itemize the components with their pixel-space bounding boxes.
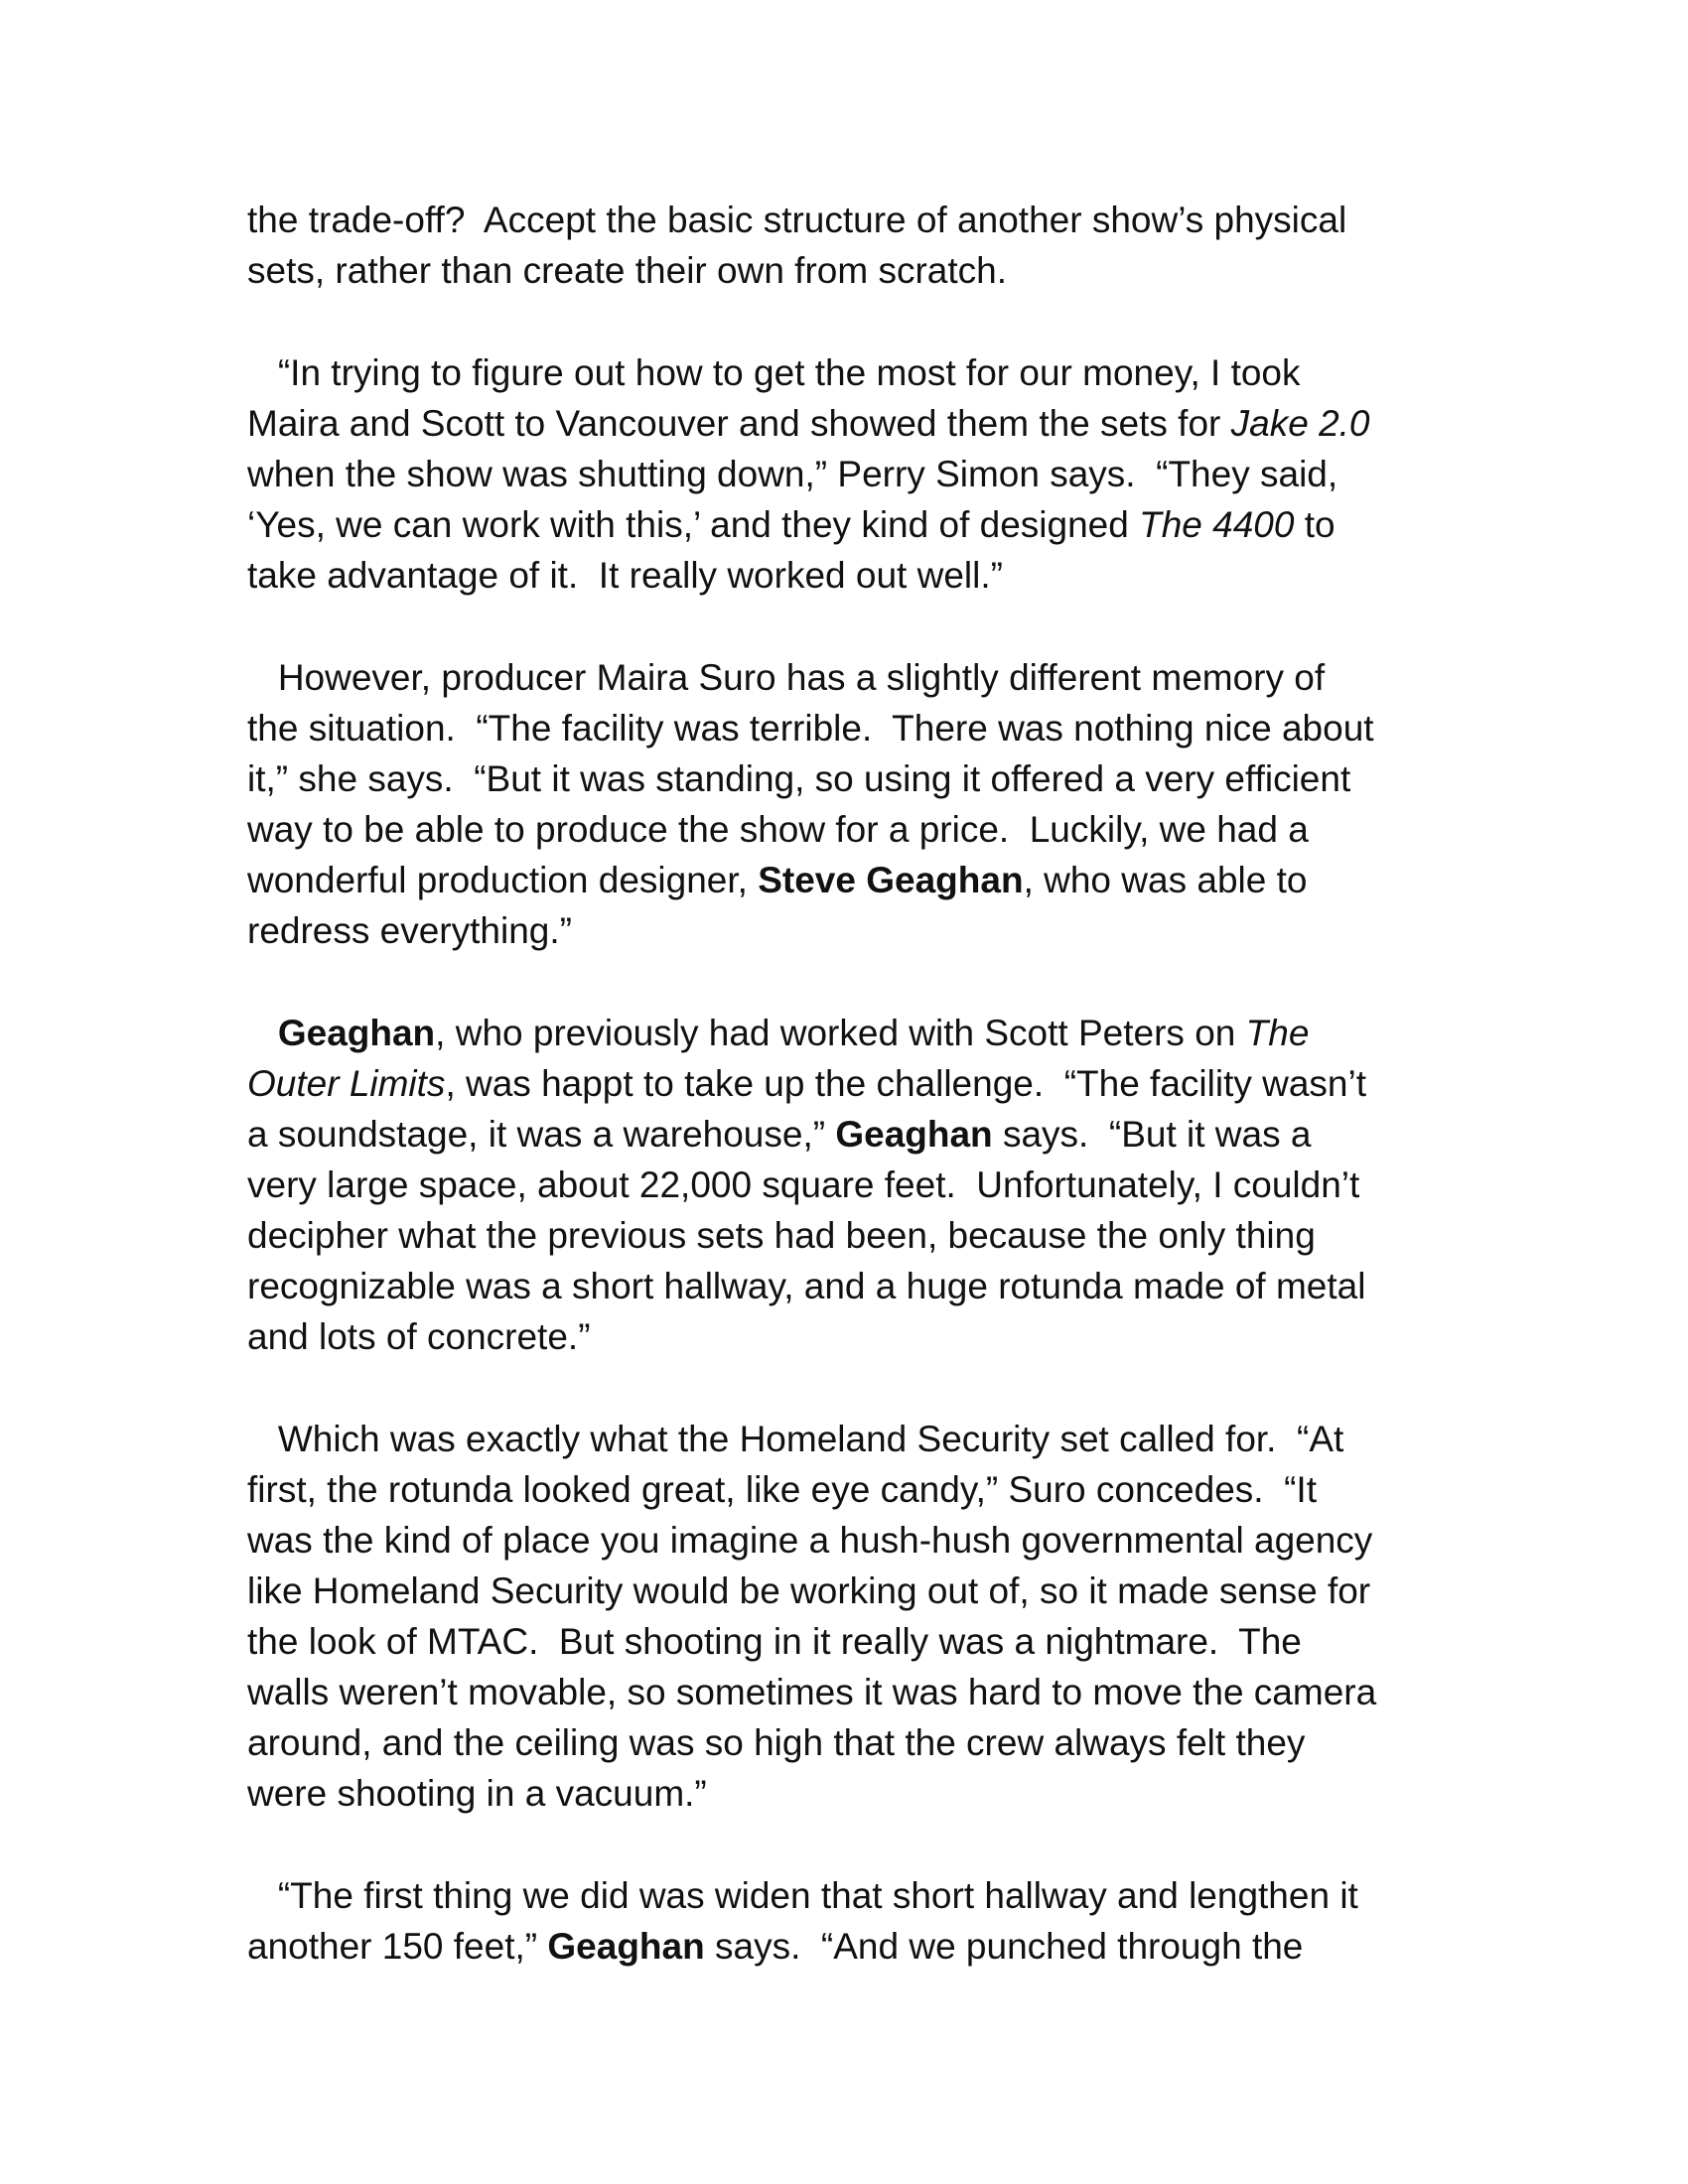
text-segment: “The first thing we did was widen that short hallway and lengthen it <box>247 1875 1358 1916</box>
text-segment: when the show was shutting down,” Perry Simon says. “They said, <box>247 454 1338 494</box>
paragraph <box>247 195 1439 296</box>
text-line <box>247 1717 1439 1768</box>
text-segment: like Homeland Security would be working out of, so it made sense for <box>247 1570 1371 1611</box>
text-line <box>247 1008 1439 1058</box>
text-segment: says. “And we punched through the <box>704 1926 1304 1967</box>
bold-text: Geaghan <box>835 1114 993 1155</box>
text-line <box>247 1311 1439 1362</box>
text-segment <box>247 1013 278 1053</box>
text-segment: the situation. “The facility was terrible. There was nothing nice about <box>247 708 1374 749</box>
text-segment: was the kind of place you imagine a hush-hush governmental agency <box>247 1520 1373 1561</box>
text-segment: decipher what the previous sets had been, because the only thing <box>247 1215 1316 1256</box>
text-segment: , who was able to <box>1023 860 1308 900</box>
text-line <box>247 855 1439 905</box>
text-segment: it,” she says. “But it was standing, so using it offered a very efficient <box>247 758 1351 799</box>
text-line <box>247 804 1439 855</box>
document-body <box>247 195 1439 1972</box>
text-segment: ‘Yes, we can work with this,’ and they kind of designed <box>247 504 1140 545</box>
text-segment: way to be able to produce the show for a price. Luckily, we had a <box>247 809 1309 850</box>
text-line <box>247 1414 1439 1464</box>
text-line <box>247 398 1439 449</box>
text-segment: However, producer Maira Suro has a slightly different memory of <box>247 657 1326 698</box>
text-line <box>247 245 1439 296</box>
bold-text: Steve Geaghan <box>758 860 1024 900</box>
text-line <box>247 1261 1439 1311</box>
text-segment: recognizable was a short hallway, and a huge rotunda made of metal <box>247 1266 1366 1306</box>
text-segment: walls weren’t movable, so sometimes it was hard to move the camera <box>247 1672 1377 1712</box>
paragraph <box>247 347 1439 601</box>
text-line <box>247 499 1439 550</box>
text-line <box>247 449 1439 499</box>
text-line <box>247 1768 1439 1819</box>
text-segment: a soundstage, it was a warehouse,” <box>247 1114 836 1155</box>
text-line <box>247 1921 1439 1972</box>
text-line <box>247 703 1439 753</box>
text-segment: first, the rotunda looked great, like eye candy,” Suro concedes. “It <box>247 1469 1317 1510</box>
text-segment: wonderful production designer, <box>247 860 759 900</box>
text-segment: , was happt to take up the challenge. “The facility wasn’t <box>445 1063 1367 1104</box>
text-line <box>247 550 1439 601</box>
text-line <box>247 1515 1439 1566</box>
text-segment: around, and the ceiling was so high that the crew always felt they <box>247 1722 1306 1763</box>
paragraph-gap <box>247 1362 1439 1414</box>
paragraph <box>247 1414 1439 1819</box>
paragraph-gap <box>247 601 1439 652</box>
text-line <box>247 1870 1439 1921</box>
text-segment: take advantage of it. It really worked out well.” <box>247 555 1003 596</box>
text-segment: says. “But it was a <box>992 1114 1312 1155</box>
text-segment: the look of MTAC. But shooting in it really was a nightmare. The <box>247 1621 1302 1662</box>
text-line <box>247 1667 1439 1717</box>
text-line <box>247 652 1439 703</box>
text-segment: another 150 feet,” <box>247 1926 548 1967</box>
text-segment: Maira and Scott to Vancouver and showed them the sets for <box>247 403 1231 444</box>
italic-title: Jake 2.0 <box>1230 403 1370 444</box>
text-segment: were shooting in a vacuum.” <box>247 1773 707 1814</box>
paragraph-gap <box>247 956 1439 1008</box>
text-line <box>247 347 1439 398</box>
italic-title: The 4400 <box>1139 504 1295 545</box>
text-segment: sets, rather than create their own from scratch. <box>247 250 1007 291</box>
bold-text: Geaghan <box>277 1013 436 1053</box>
text-segment: , who previously had worked with Scott Peters on <box>435 1013 1246 1053</box>
italic-title: The <box>1245 1013 1310 1053</box>
paragraph <box>247 1870 1439 1972</box>
text-line <box>247 1566 1439 1616</box>
text-line <box>247 1616 1439 1667</box>
paragraph <box>247 652 1439 956</box>
text-line <box>247 1058 1439 1109</box>
text-line <box>247 1464 1439 1515</box>
text-line <box>247 1109 1439 1160</box>
paragraph-gap <box>247 1819 1439 1870</box>
text-line <box>247 1210 1439 1261</box>
text-segment: very large space, about 22,000 square feet. Unfortunately, I couldn’t <box>247 1164 1360 1205</box>
text-segment: to <box>1294 504 1336 545</box>
bold-text: Geaghan <box>547 1926 705 1967</box>
text-line <box>247 1160 1439 1210</box>
text-line <box>247 195 1439 245</box>
text-segment: redress everything.” <box>247 910 572 951</box>
paragraph-gap <box>247 296 1439 347</box>
italic-title: Outer Limits <box>247 1063 446 1104</box>
text-line <box>247 753 1439 804</box>
text-segment: Which was exactly what the Homeland Security set called for. “At <box>247 1419 1344 1459</box>
text-segment: “In trying to figure out how to get the most for our money, I took <box>247 352 1301 393</box>
text-line <box>247 905 1439 956</box>
text-segment: and lots of concrete.” <box>247 1316 591 1357</box>
paragraph <box>247 1008 1439 1362</box>
text-segment: the trade-off? Accept the basic structure of another show’s physical <box>247 200 1347 240</box>
